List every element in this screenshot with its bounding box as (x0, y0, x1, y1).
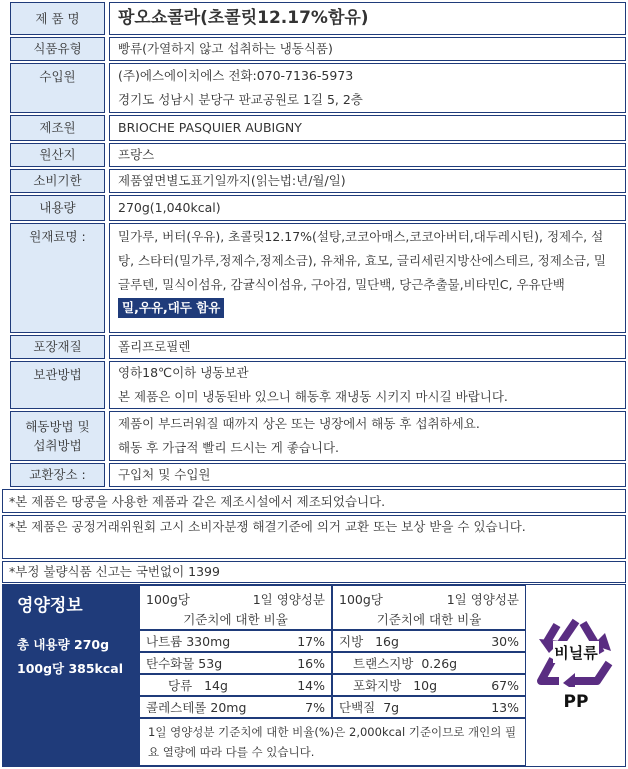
nutrient-row: 당류 14g 14% (139, 674, 332, 696)
manufacturer-label: 제조원 (10, 115, 105, 141)
report-note: *부정 불량식품 신고는 국번없이 1399 (2, 561, 626, 583)
content-value: 270g(1,040kcal) (109, 195, 626, 221)
nutrient-row: 콜레스테롤 20mg 7% (139, 696, 332, 718)
manufacturer-value: BRIOCHE PASQUIER AUBIGNY (109, 115, 626, 141)
packaging-label: 포장재질 (10, 335, 105, 359)
nutrition-panel (2, 584, 626, 767)
origin-label: 원산지 (10, 143, 105, 167)
nutrient-row: 트랜스지방 0.26g (332, 652, 526, 674)
ingredients-value (109, 223, 626, 333)
ingredients-text: 밀가루, 버터(우유), 초콜릿12.17%(설탕,코코아매스,코코아버터,대두레시틴), 정제수, 설탕, 스타터(밀가루,정제수,정제소금), 유채유, 효모, 글리세린지방산에스테르, 정제소금, 밀글루텐, 밀식이섬유, 감귤식이섬유, 구아검, 밀단백, 당근추출물,비타민C, 우유단백 (118, 229, 607, 292)
svg-text:비닐류: 비닐류 (554, 644, 598, 662)
nutrition-footnote: 1일 영양성분 기준치에 대한 비율(%)은 2,000kcal 기준이므로 개인의 필요 열량에 따라 다를 수 있습니다. (139, 718, 526, 766)
nutrient-row: 단백질 7g 13% (332, 696, 526, 718)
nutrient-row: 포화지방 10g 67% (332, 674, 526, 696)
nutrition-per100: 100g당 385kcal (17, 661, 124, 676)
food-type-value: 빵류(가열하지 않고 섭취하는 냉동식품) (109, 37, 626, 61)
peanut-note: *본 제품은 땅콩을 사용한 제품과 같은 제조시설에서 제조되었습니다. (2, 489, 626, 513)
storage-value: 영하18℃이하 냉동보관 본 제품은 이미 냉동된바 있으니 해동후 재냉동 시키지 마시길 바랍니다. (109, 361, 626, 409)
importer-label: 수입원 (10, 63, 105, 113)
nutrition-header-left: 100g당 1일 영양성분 기준치에 대한 비율 (139, 585, 332, 630)
compensation-note: *본 제품은 공정거래위원회 고시 소비자분쟁 해결기준에 의거 교환 또는 보상 받을 수 있습니다. (2, 515, 626, 559)
nutrient-row: 탄수화물 53g 16% (139, 652, 332, 674)
storage-label: 보관방법 (10, 361, 105, 409)
thaw-label: 해동방법 및 섭취방법 (10, 411, 105, 461)
recycle-icon (531, 615, 621, 687)
allergen-badge: 밀,우유,대두 함유 (118, 298, 224, 318)
recycle-code: PP (563, 692, 589, 712)
packaging-value: 폴리프로필렌 (109, 335, 626, 359)
exchange-value: 구입처 및 수입원 (109, 463, 626, 487)
food-type-label: 식품유형 (10, 37, 105, 61)
expiry-label: 소비기한 (10, 169, 105, 193)
thaw-value: 제품이 부드러워질 때까지 상온 또는 냉장에서 해동 후 섭취하세요. 해동 후 가급적 빨리 드시는 게 좋습니다. (109, 411, 626, 461)
nutrient-row: 나트륨 330mg 17% (139, 630, 332, 652)
product-name-label: 제 품 명 (10, 2, 105, 35)
importer-value: (주)에스에이치에스 전화:070-7136-5973 경기도 성남시 분당구 판교공원로 1길 5, 2층 (109, 63, 626, 113)
content-label: 내용량 (10, 195, 105, 221)
nutrition-header-right: 100g당 1일 영양성분 기준치에 대한 비율 (332, 585, 526, 630)
nutrition-title: 영양정보 (17, 596, 83, 616)
nutrient-row: 지방 16g 30% (332, 630, 526, 652)
product-name-value: 팡오쇼콜라(초콜릿12.17%함유) (109, 2, 626, 35)
nutrition-total: 총 내용량 270g (17, 637, 110, 652)
nutrition-sidebar (3, 585, 139, 766)
recycle-mark (531, 615, 621, 715)
ingredients-label: 원재료명 : (10, 223, 105, 333)
origin-value: 프랑스 (109, 143, 626, 167)
expiry-value: 제품옆면별도표기일까지(읽는법:년/월/일) (109, 169, 626, 193)
exchange-label: 교환장소 : (10, 463, 105, 487)
